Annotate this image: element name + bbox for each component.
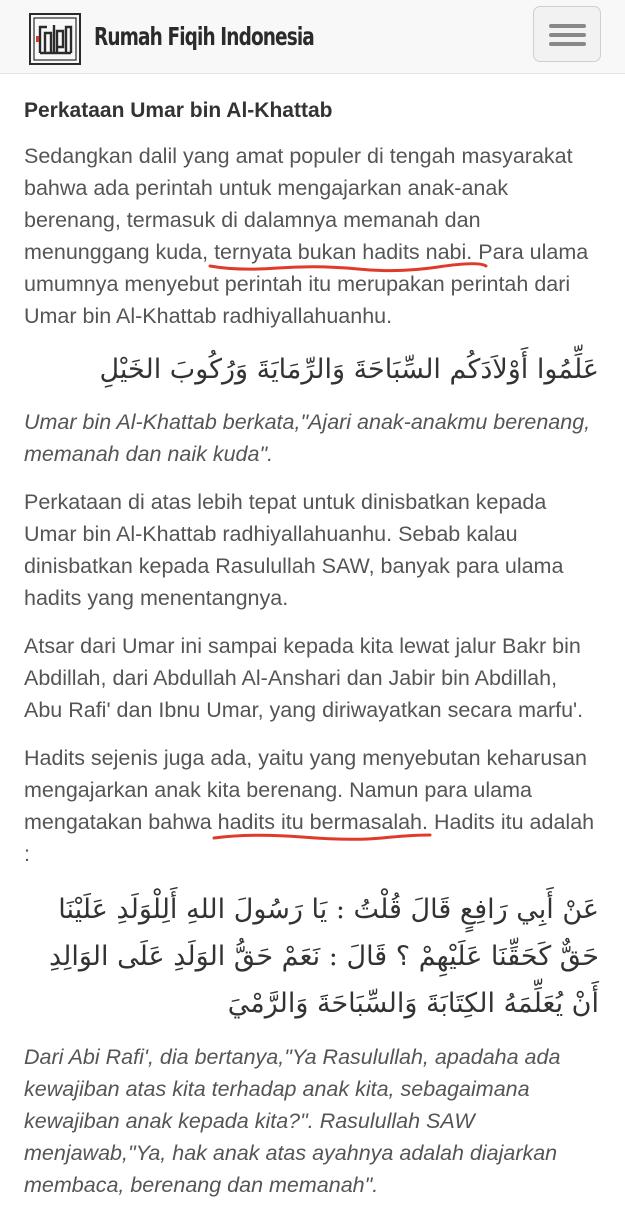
paragraph-text: Sedangkan dalil yang amat populer di tengah masyarakat bahwa ada perintah untuk mengajarkan anak-anak berenang, termasuk di dalamnya memanah dan menunggang kuda, [24, 144, 573, 264]
hadith-translation: Dari Abi Rafi', dia bertanya,"Ya Rasulullah, apadaha ada kewajiban atas kita terhadap anak kita, sebagaimana kewajiban anak kepada kita?". Rasulullah SAW menjawab,"Ya, hak anak atas ayahnya adalah diajarkan membaca, berenang dan memanah". [24, 1045, 561, 1197]
arabic-quote: عَلِّمُوا أَوْلاَدَكُم السِّبَاحَةَ وَالرِّمَايَةَ وَرُكُوبَ الخَيْلِ [99, 354, 599, 385]
article-content [24, 96, 599, 1217]
menu-toggle-button[interactable] [533, 6, 601, 62]
paragraph-attribution: Perkataan di atas lebih tepat untuk dinisbatkan kepada Umar bin Al-Khattab radhiyallahuanhu. Sebab kalau dinisbatkan kepada Rasulullah SAW, banyak para ulama hadits yang menentangnya. [24, 490, 564, 610]
top-navbar [0, 0, 625, 74]
arabic-hadith: عَنْ أَبِي رَافِعٍ قَالَ قُلْتُ : يَا رَسُولَ اللهِ أَلِلْوَلَدِ عَلَيْنَا حَقٌّ كَحَقِّنَا عَلَيْهِمْ ؟ قَالَ : نَعَمْ حَقُّ الوَلَدِ عَلَى الوَالِدِ أَنْ يُعَلِّمَهُ الكِتَابَةَ وَالسِّبَاحَةَ وَالرَّمْيَ [48, 894, 599, 1019]
underlined-phrase: hadits itu bermasalah [218, 810, 422, 834]
quote-translation: Umar bin Al-Khattab berkata,"Ajari anak-anakmu berenang, memanah dan naik kuda". [24, 410, 591, 466]
brand-name[interactable]: Rumah Fiqih Indonesia [94, 22, 314, 51]
paragraph-chain: Atsar dari Umar ini sampai kepada kita lewat jalur Bakr bin Abdillah, dari Abdullah Al-Anshari dan Jabir bin Abdillah, Abu Rafi' dan Ibnu Umar, yang diriwayatkan secara marfu'. [24, 634, 584, 722]
paragraph-similar-hadith: Hadits sejenis juga ada, yaitu yang menyebutan keharusan mengajarkan anak kita berenang. Namun para ulama mengatakan bahwa hadits itu bermasalah . Hadits itu adalah : [24, 746, 595, 866]
red-underline-mark [212, 831, 432, 843]
section-heading: Perkataan Umar bin Al-Khattab [24, 99, 333, 122]
underlined-phrase: ternyata bukan hadits nabi [214, 240, 466, 264]
red-underline-mark [208, 261, 488, 273]
calligraphy-logo-icon[interactable] [29, 13, 81, 65]
paragraph-intro: Sedangkan dalil yang amat populer di tengah masyarakat bahwa ada perintah untuk mengajarkan anak-anak berenang, termasuk di dalamnya memanah dan menunggang kuda, ternyata bukan hadits nabi . Para ulama umumnya menyebut perintah itu merupakan perintah dari Umar bin Al-Khattab radhiyallahuanhu. [24, 144, 589, 328]
